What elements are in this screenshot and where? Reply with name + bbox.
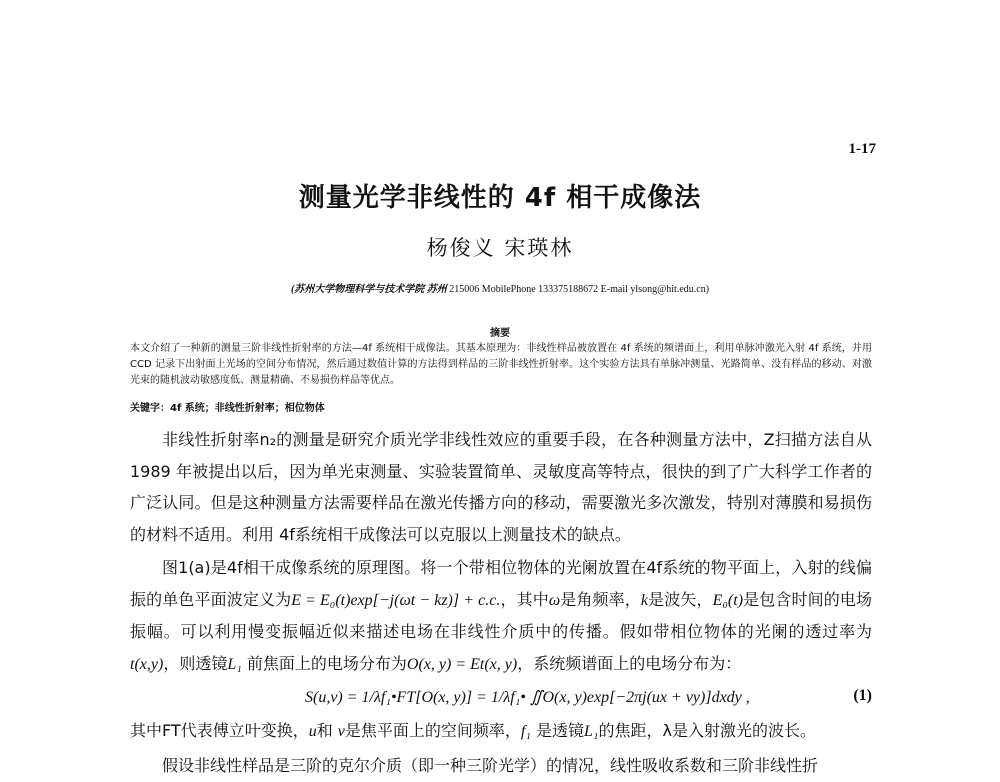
- text-span: 和: [316, 721, 338, 740]
- symbol-lens-l1: L₁: [227, 655, 242, 673]
- equation-1-expression: S(u,v) = 1/λf₁•FT[O(x, y)] = 1/λf₁• ∬O(x, y)exp[−2πj(ux + vy)]dxdy ,: [305, 689, 750, 706]
- paragraph-definitions: [130, 715, 872, 748]
- text-span: 前焦面上的电场分布为: [241, 653, 407, 673]
- symbol-e0: E₀(t): [712, 591, 744, 609]
- text-span: 是焦平面上的空间频率，: [344, 721, 521, 740]
- paragraph-intro: 非线性折射率n₂的测量是研究介质光学非线性效应的重要手段，在各种测量方法中，Z扫描方法自从 1989 年被提出以后，因为单光束测量、实验装置简单、灵敏度高等特点，很快的到了广大科学工作者的广泛认同。但是这种测量方法需要样品在激光传播方向的移动，需要激光多次激发，特别对薄膜和易损伤的材料不适用。利用 4f系统相干成像法可以克服以上测量技术的缺点。: [130, 430, 872, 544]
- text-span: 其中FT代表傅立叶变换，: [130, 721, 309, 740]
- symbol-omega: ω: [548, 591, 561, 609]
- symbol-transmittance: t(x,y): [130, 655, 164, 673]
- affiliation-contact: 215006 MobilePhone 133375188672 E-mail ylsong@hit.edu.cn): [446, 284, 710, 295]
- text-span: 图1(a)是4f相干成像系统的原理图。将一个带相位物体的光阑放置在4f系统的物平面上，入射的线偏振的单色平面波定义为: [130, 558, 872, 609]
- text-span: ，系统频谱面上的电场分布为：: [517, 653, 742, 673]
- text-span: 是透镜: [530, 721, 585, 740]
- keywords: 关键字：4f 系统；非线性折射率；相位物体: [130, 403, 325, 414]
- page-id: 1-17: [848, 141, 876, 157]
- symbol-f1: f₁: [520, 723, 531, 740]
- symbol-v: v: [337, 723, 345, 740]
- text-span: 的焦距，λ是入射激光的波长。: [598, 721, 816, 740]
- symbol-k: k: [640, 591, 648, 609]
- paragraph-kerr: 假设非线性样品是三阶的克尔介质（即一种三阶光学）的情况，线性吸收系数和三阶非线性折: [162, 756, 819, 775]
- symbol-u: u: [308, 723, 317, 740]
- authors: 杨俊义 宋瑛林: [426, 236, 574, 260]
- affiliation-institution: (苏州大学物理科学与技术学院 苏州: [290, 284, 447, 295]
- field-equation: E = E₀(t)exp[−j(ωt − kz)] + c.c.: [291, 591, 501, 609]
- paper-title: 测量光学非线性的 4f 相干成像法: [298, 183, 702, 213]
- equation-1: [130, 687, 872, 715]
- abstract-body: 本文介绍了一种新的测量三阶非线性折射率的方法—4f 系统相干成像法。其基本原理为：非线性样品被放置在 4f 系统的频谱面上，利用单脉冲激光入射 4f 系统，并用 CCD 记录下出射面上光场的空间分布情况，然后通过数值计算的方法得到样品的三阶非线性折射率。这个实验方法具有单脉冲测量、光路简单、没有样品的移动、对激光束的随机波动敏感度低、测量精确、不易损伤样品等优点。: [130, 343, 872, 386]
- symbol-lens-l1: L₁: [584, 723, 599, 740]
- equation-1-number: (1): [853, 687, 872, 704]
- object-equation: O(x, y) = Et(x, y): [406, 655, 518, 673]
- text-span: 是角频率，: [560, 589, 641, 609]
- paragraph-principle: [130, 552, 872, 680]
- text-span: 是包含时间的电场振幅。可以利用慢变振幅近似来描述电场在非线性介质中的传播。假如带相位物体的光阑的透过率为: [130, 589, 872, 641]
- text-span: ，则透镜: [163, 653, 228, 673]
- affiliation: [0, 280, 1000, 295]
- text-span: 是波矢，: [647, 589, 713, 609]
- abstract-heading: 摘要: [490, 328, 510, 339]
- text-span: ，其中: [500, 589, 549, 609]
